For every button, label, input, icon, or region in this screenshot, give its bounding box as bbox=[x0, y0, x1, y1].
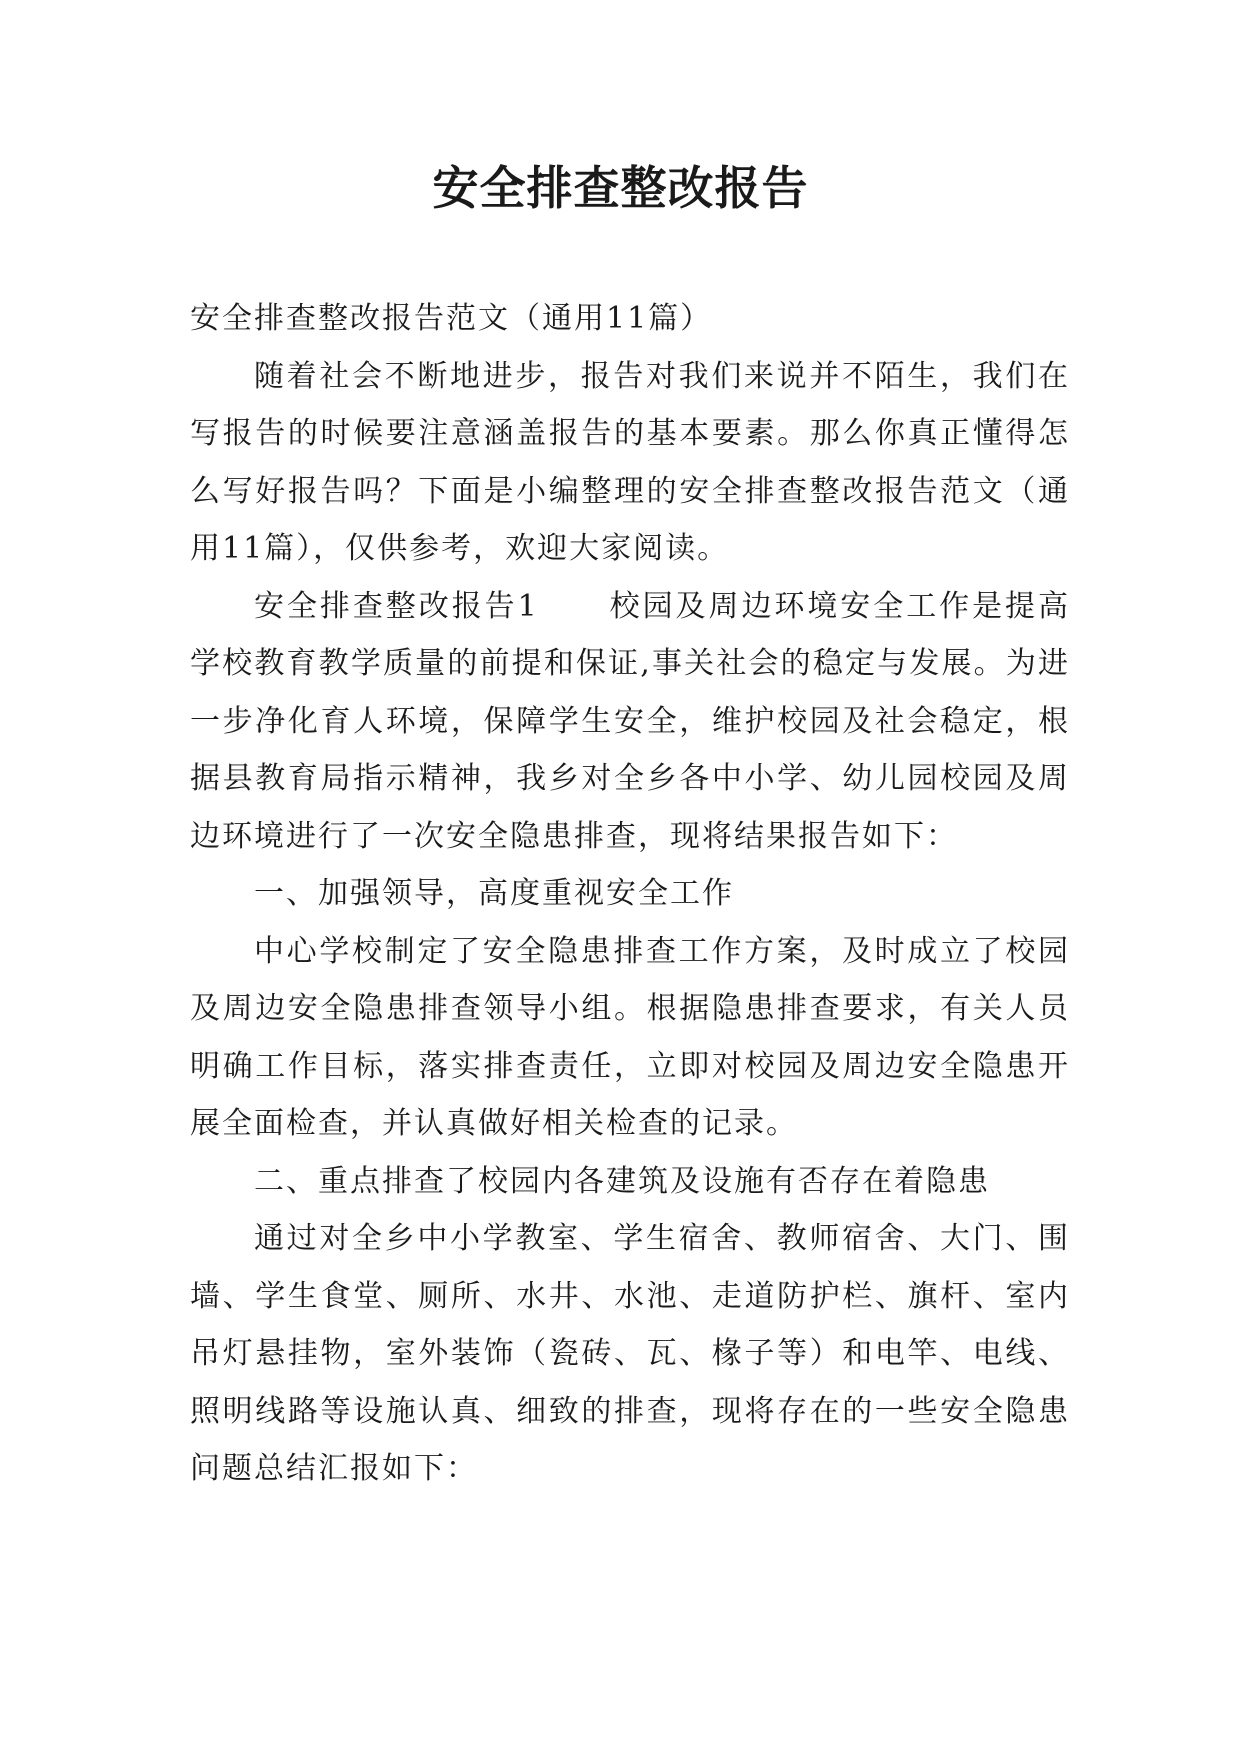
intro-paragraph: 随着社会不断地进步，报告对我们来说并不陌生，我们在写报告的时候要注意涵盖报告的基本要素。那么你真正懂得怎么写好报告吗？下面是小编整理的安全排查整改报告范文（通用11篇），仅供参考，欢迎大家阅读。 bbox=[190, 358, 1070, 566]
part-1-paragraph: 中心学校制定了安全隐患排查工作方案，及时成立了校园及周边安全隐患排查领导小组。根据隐患排查要求，有关人员明确工作目标，落实排查责任，立即对校园及周边安全隐患开展全面检查，并认真做好相关检查的记录。 bbox=[190, 933, 1070, 1141]
section-1-paragraph bbox=[190, 578, 1070, 866]
document-title: 安全排查整改报告 bbox=[432, 161, 809, 215]
part-2-heading: 二、重点排查了校园内各建筑及设施有否存在着隐患 bbox=[254, 1163, 990, 1199]
section-1-text: 校园及周边环境安全工作是提高学校教育教学质量的前提和保证,事关社会的稳定与发展。为进一步净化育人环境，保障学生安全，维护校园及社会稳定，根据县教育局指示精神，我乡对全乡各中小学、幼儿园校园及周边环境进行了一次安全隐患排查，现将结果报告如下： bbox=[190, 588, 1071, 854]
part-1-heading: 一、加强领导，高度重视安全工作 bbox=[254, 876, 734, 911]
part-2-paragraph: 通过对全乡中小学教室、学生宿舍、教师宿舍、大门、围墙、学生食堂、厕所、水井、水池、走道防护栏、旗杆、室内吊灯悬挂物，室外装饰（瓷砖、瓦、椽子等）和电竿、电线、照明线路等设施认真、细致的排查，现将存在的一些安全隐患问题总结汇报如下： bbox=[190, 1221, 1070, 1486]
document-body bbox=[190, 290, 1070, 1498]
section-1-heading: 安全排查整改报告1 bbox=[254, 588, 539, 624]
document-subtitle: 安全排查整改报告范文（通用11篇） bbox=[190, 301, 713, 336]
